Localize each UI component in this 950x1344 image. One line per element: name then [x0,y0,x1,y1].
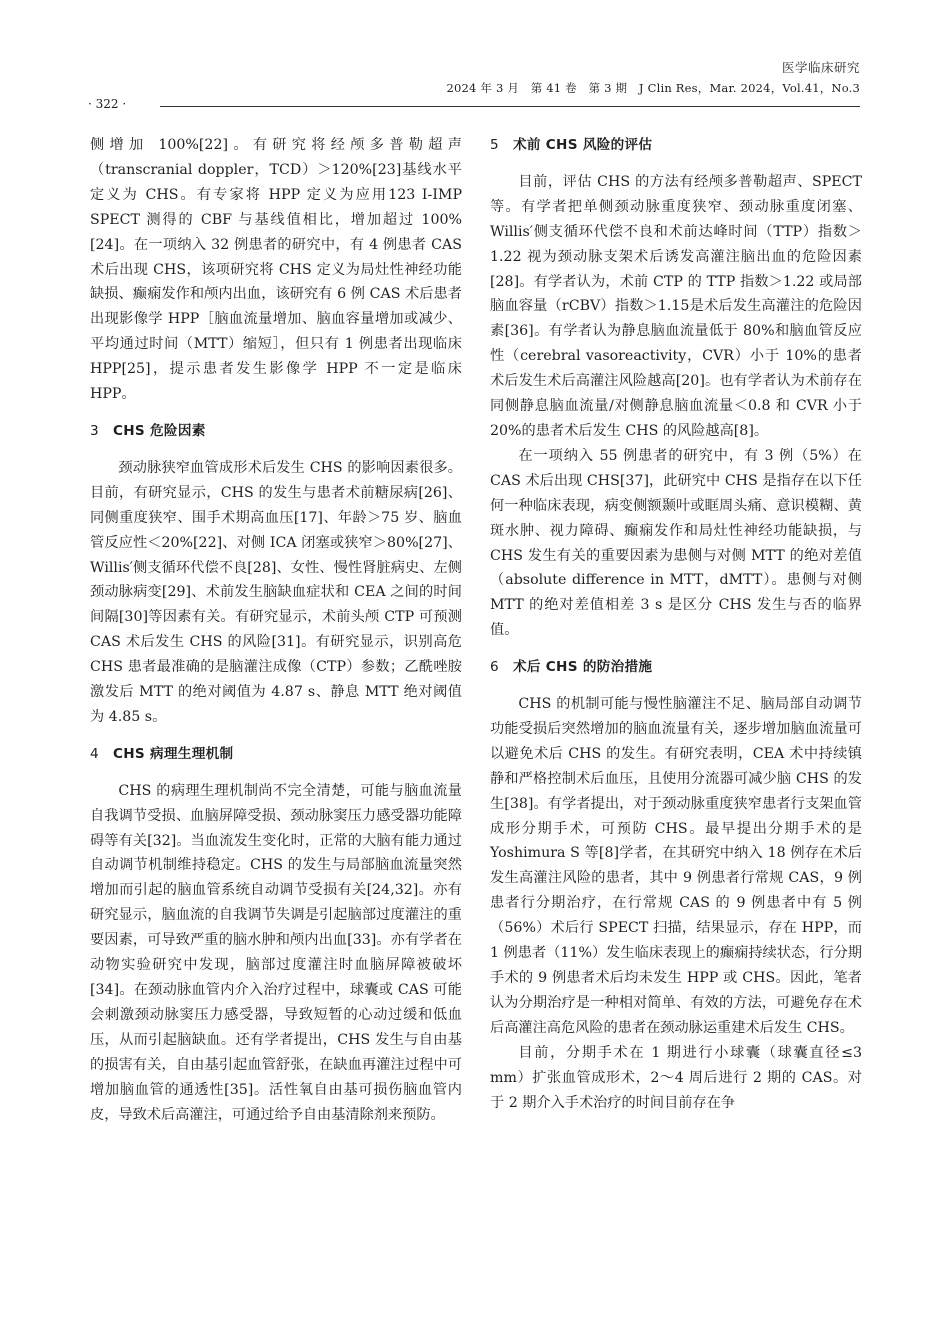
section-5-paragraph-1: 目前，评估 CHS 的方法有经颅多普勒超声、SPECT 等。有学者把单侧颈动脉重度狭窄、颈动脉重度闭塞、Willis′侧支循环代偿不良和术前达峰时间（TTP）指数＞1.22 视为颈动脉支架术后诱发高灌注脑出血的危险因素[28]。有学者认为，术前 CTP 的 TTP 指数＞1.22 或局部脑血容量（rCBV）指数＞1.15是术后发生高灌注的危险因素[36]。有学者认为静息脑血流量低于 80%和脑血管反应性（cerebral vasoreactivity，CVR）小于 10%的患者术后发生术后高灌注风险越高[20]。也有学者认为术前存在同侧静息脑血流量/对侧静息脑血流量＜0.8 和 CVR 小于 20%的患者术后发生 CHS 的风险越高[8]。 [490,173,862,439]
continued-paragraph: 侧增加 100%[22]。有研究将经颅多普勒超声（transcranial doppler，TCD）＞120%[23]基线水平定义为 CHS。有专家将 HPP 定义为应用123 I-IMP SPECT 测得的 CBF 与基线值相比，增加超过 100%[24]。在一项纳入 32 例患者的研究中，有 4 例患者 CAS 术后出现 CHS，该项研究将 CHS 定义为局灶性神经功能缺损、癫痫发作和颅内出血，该研究有 6 例 CAS 术后患者出现影像学 HPP［脑血流量增加、脑血容量增加或减少、平均通过时间（MTT）缩短］，但只有 1 例患者出现临床 HPP[25]，提示患者发生影像学 HPP 不一定是临床 HPP。 [90,137,462,403]
journal-name: 医学临床研究 [781,60,860,75]
section-5-title: 术前 CHS 风险的评估 [512,137,653,153]
section-6-title: 术后 CHS 的防治措施 [512,659,653,676]
right-column [490,133,862,1115]
header-rule [160,106,860,107]
section-4-paragraph: CHS 的病理生理机制尚不完全清楚，可能与脑血流量自我调节受损、血脑屏障受损、颈动脉窦压力感受器功能障碍等有关[32]。当血流发生变化时，正常的大脑有能力通过自动调节机制维持稳定。CHS 的发生与局部脑血流量突然增加而引起的脑血管系统自动调节受损有关[24,32]。亦有研究显示，脑血流的自我调节失调是引起脑部过度灌注的重要因素，可导致严重的脑水肿和颅内出血[33]。亦有学者在动物实验研究中发现，脑部过度灌注时血脑屏障被破坏[34]。在颈动脉血管内介入治疗过程中，球囊或 CAS 可能会刺激颈动脉窦压力感受器，导致短暂的心动过缓和低血压，从而引起脑缺血。还有学者提出，CHS 发生与自由基的损害有关，自由基引起血管舒张，在缺血再灌注过程中可增加脑血管的通透性[35]。活性氧自由基可损伤脑血管内皮，导致术后高灌注，可通过给予自由基清除剂来预防。 [90,782,462,1123]
section-6-paragraph-2: 目前，分期手术在 1 期进行小球囊（球囊直径≤3 mm）扩张血管成形术，2～4 周后进行 2 期的 CAS。对于 2 期介入手术治疗的时间目前存在争 [490,1044,862,1111]
section-3-heading [90,419,462,444]
section-4-heading [90,742,462,767]
left-column [90,133,462,1127]
issue-line: 2024 年 3 月 第 41 卷 第 3 期 J Clin Res，Mar. 2024，Vol.41，No.3 [446,81,860,95]
section-3-number: 3 [90,422,99,439]
section-5-heading [490,133,862,158]
section-3-paragraph: 颈动脉狭窄血管成形术后发生 CHS 的影响因素很多。目前，有研究显示，CHS 的发生与患者术前糖尿病[26]、同侧重度狭窄、围手术期高血压[17]、年龄＞75 岁、脑血管反应性＜20%[22]、对侧 ICA 闭塞或狭窄＞80%[27]、Willis′侧支循环代偿不良[28]、女性、慢性肾脏病史、左侧颈动脉病变[29]、术前发生脑缺血症状和 CEA 之间的时间间隔[30]等因素有关。有研究显示，术前头颅 CTP 可预测 CAS 术后发生 CHS 的风险[31]。有研究显示，识别高危 CHS 患者最准确的是脑灌注成像（CTP）参数；乙酰唑胺激发后 MTT 的绝对阈值为 4.87 s、静息 MTT 绝对阈值为 4.85 s。 [90,459,462,725]
section-3-title: CHS 危险因素 [112,422,206,439]
section-6-heading [490,655,862,680]
page-number: · 322 · [88,97,134,111]
section-6-paragraph-1: CHS 的机制可能与慢性脑灌注不足、脑局部自动调节功能受损后突然增加的脑血流量有关，逐步增加脑血流量可以避免术后 CHS 的发生。有研究表明，CEA 术中持续镇静和严格控制术后血压，且使用分流器可减少脑 CHS 的发生[38]。有学者提出，对于颈动脉重度狭窄患者行支架血管成形分期手术，可预防 CHS。最早提出分期手术的是 Yoshimura S 等[8]学者，在其研究中纳入 18 例存在术后发生高灌注风险的患者，其中 9 例患者行常规 CAS，9 例患者行分期治疗，在行常规 CAS 的 9 例患者中有 5 例（56%）术后行 SPECT 扫描，结果显示，存在 HPP，而 1 例患者（11%）发生临床表现上的癫痫持续状态，行分期手术的 9 例患者术后均未发生 HPP 或 CHS。因此，笔者认为分期治疗是一种相对简单、有效的方法，可避免存在术后高灌注高危风险的患者在颈动脉运重建术后发生 CHS。 [490,696,862,1036]
section-4-title: CHS 病理生理机制 [112,745,234,762]
section-5-number: 5 [490,137,499,153]
section-4-number: 4 [90,745,99,762]
section-6-number: 6 [490,659,499,676]
section-5-paragraph-2: 在一项纳入 55 例患者的研究中，有 3 例（5%）在 CAS 术后出现 CHS[37]，此研究中 CHS 是指存在以下任何一种临床表现，病变侧额颞叶或眶周头痛、意识模糊、黄斑水肿、视力障碍、癫痫发作和局灶性神经功能缺损，与 CHS 发生有关的重要因素为患侧与对侧 MTT 的绝对差值（absolute difference in MTT，dMTT）。患侧与对侧 MTT 的绝对差值相差 3 s 是区分 CHS 发生与否的临界值。 [490,447,862,639]
